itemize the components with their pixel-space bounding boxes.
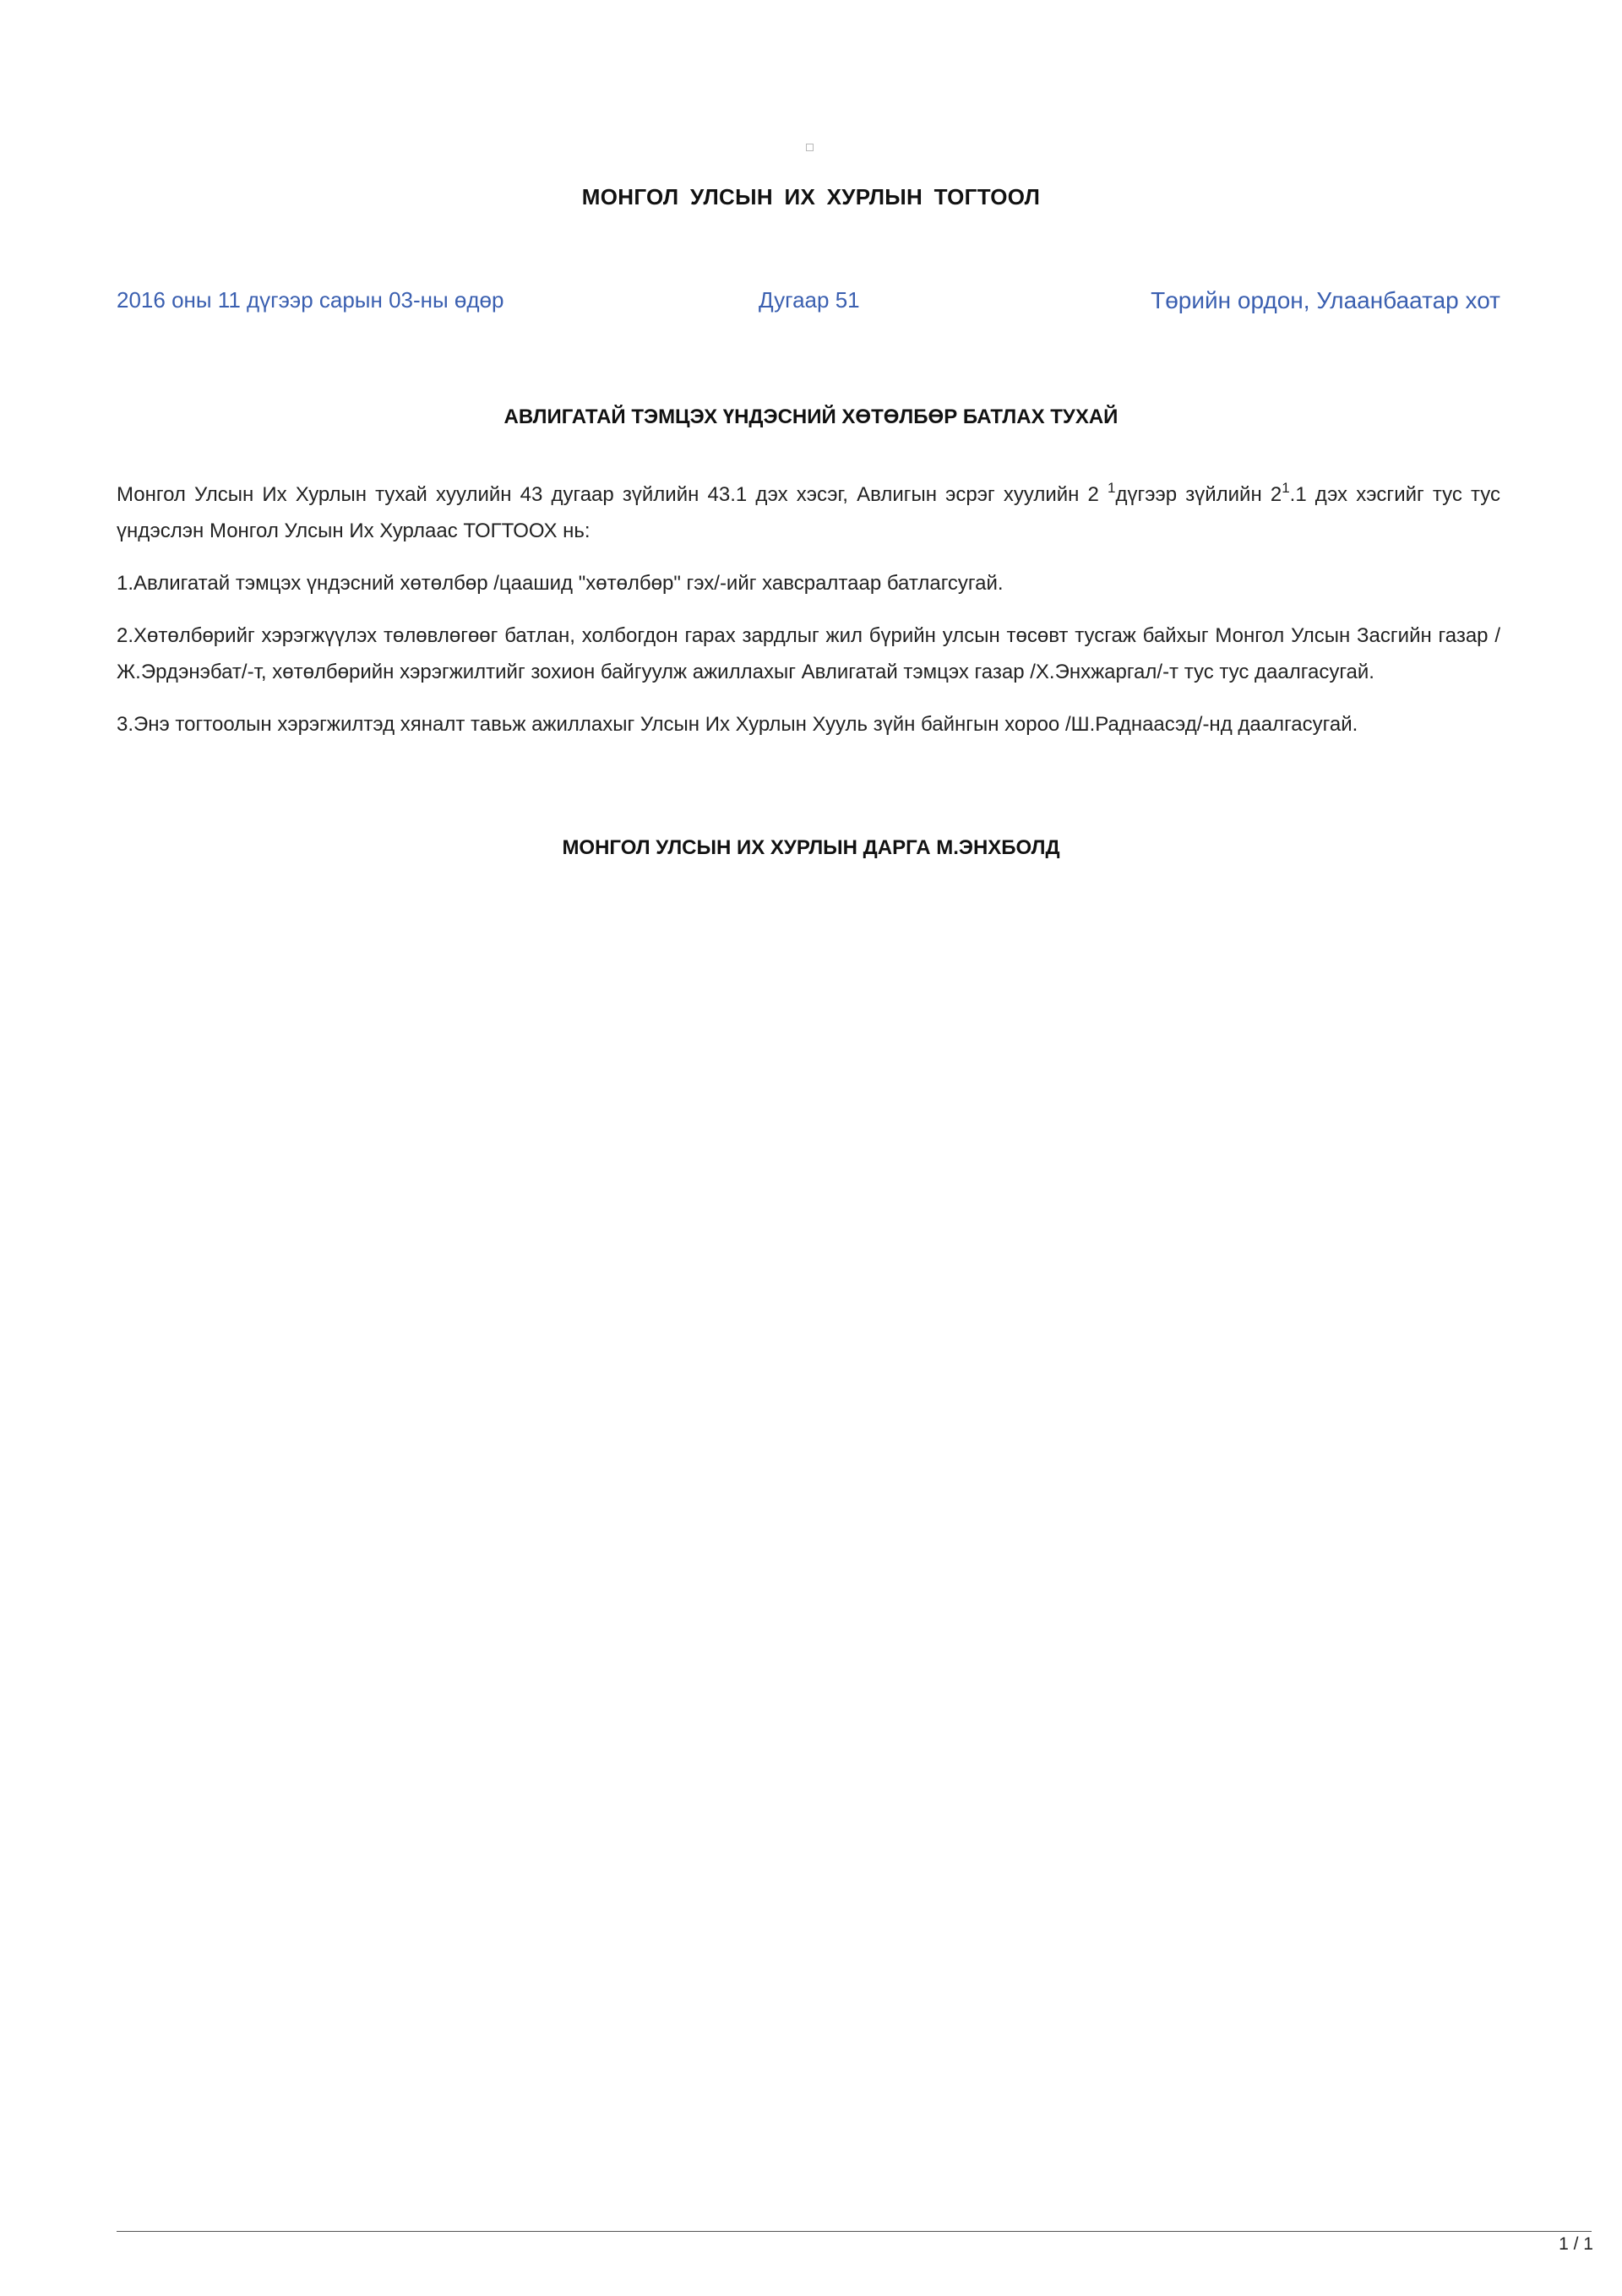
resolution-body xyxy=(117,476,1500,759)
clause-1: 1.Авлигатай тэмцэх үндэсний хөтөлбөр /цаашид "хөтөлбөр" гэх/-ийг хавсралтаар батлагсугай. xyxy=(117,572,1004,595)
document-title: МОНГОЛ УЛСЫН ИХ ХУРЛЫН ТОГТООЛ xyxy=(581,184,1041,209)
signature-line: МОНГОЛ УЛСЫН ИХ ХУРЛЫН ДАРГА М.ЭНХБОЛД xyxy=(562,836,1060,859)
resolution-subject: АВЛИГАТАЙ ТЭМЦЭХ ҮНДЭСНИЙ ХӨТӨЛБӨР БАТЛАХ ТУХАЙ xyxy=(503,405,1119,428)
preamble-part-2: дүгээр зүйлийн 2 xyxy=(1115,483,1282,506)
preamble-paragraph xyxy=(117,476,1500,549)
page-number: 1 / 1 xyxy=(1559,2234,1593,2254)
clause-2: 2.Хөтөлбөрийг хэрэгжүүлэх төлөвлөгөөг батлан, холбогдон гарах зардлыг жил бүрийн улсын төсөвт тусгаж байхыг Монгол Улсын Засгийн газар /Ж.Эрдэнэбат/-т, хөтөлбөрийн хэрэгжилтийг зохион байгуулж ажиллахыг Авлигатай тэмцэх газар /Х.Энхжаргал/-т тус тус даалгасугай. xyxy=(117,624,1500,683)
preamble-part-3: .1 дэх хэсгийг тус тус үндэслэн Монгол Улсын Их Хурлаас ТОГТООХ нь: xyxy=(117,483,1501,542)
document-place: Төрийн ордон, Улаанбаатар хот xyxy=(1151,287,1500,313)
document-number: Дугаар 51 xyxy=(759,287,860,313)
preamble-superscript-1: 1 xyxy=(1108,480,1116,496)
clause-3: 3.Энэ тогтоолын хэрэгжилтэд хяналт тавьж ажиллахыг Улсын Их Хурлын Хууль зүйн байнгын хороо /Ш.Раднаасэд/-нд даалгасугай. xyxy=(117,713,1358,736)
footer-divider xyxy=(117,2231,1592,2232)
emblem-placeholder xyxy=(806,144,814,151)
preamble-superscript-2: 1 xyxy=(1282,480,1290,496)
document-date: 2016 оны 11 дүгээр сарын 03-ны өдөр xyxy=(117,287,504,313)
preamble-part-1: Монгол Улсын Их Хурлын тухай хуулийн 43 дугаар зүйлийн 43.1 дэх хэсэг, Авлигын эсрэг хуулийн 2 xyxy=(117,483,1108,506)
